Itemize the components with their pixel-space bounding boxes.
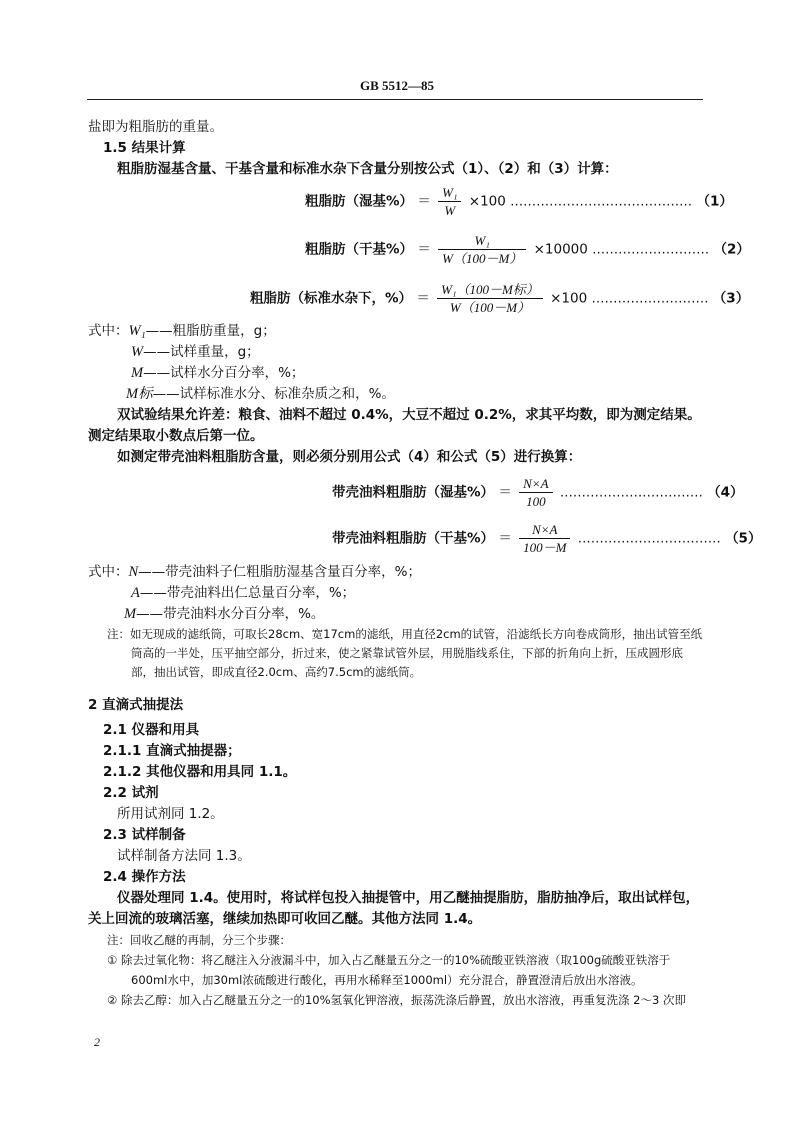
variable-definition: [88, 322, 276, 340]
subsection-heading-2-1-1: 2.1.1 直滴式抽提器；: [103, 743, 241, 759]
variable-definition: [126, 385, 395, 403]
formula-fraction: [438, 233, 526, 266]
formula-leader: ……………………………………: [510, 194, 693, 210]
formula-multiplier: ×100: [468, 193, 506, 210]
variable-definition: [131, 343, 260, 361]
formula-leader: ………………………: [591, 291, 709, 307]
variable-symbol: M: [131, 365, 144, 381]
subsection-heading-2-2: 2.2 试剂: [103, 785, 159, 801]
formula-2: 粗脂肪（干基%） ＝ $\frac{\text{W₁}}{W(100-M)}$ ×10000 ……………………… （2）: [305, 233, 750, 266]
note-line: 600ml水中，加30ml浓硫酸进行酸化，再用水稀释至1000ml）充分混合，静置澄清后放出水溶液。: [131, 973, 643, 987]
variable-description: ——带壳油料子仁粗脂肪湿基含量百分率，%；: [138, 564, 421, 580]
fraction-numerator: W₁: [438, 233, 526, 250]
paragraph-line: 所用试剂同 1.2。: [117, 806, 224, 822]
variable-symbol: A: [131, 585, 140, 601]
formula-leader: ……………………………: [577, 531, 721, 547]
variable-symbol: W: [131, 344, 144, 360]
note-line: 注：如无现成的滤纸筒，可取长28cm、宽17cm的滤纸，用直径2cm的试管，沿滤纸长方向卷成筒形，抽出试管至纸: [107, 627, 703, 641]
fraction-denominator: W（100－M）: [449, 300, 531, 315]
formula-number: （4）: [707, 484, 744, 501]
formula-number: （5）: [725, 530, 762, 547]
note-line: 筒高的一半处，压平抽空部分，折过来，使之紧靠试管外层，用脱脂线系住，下部的折角向上折，压成圆形底: [131, 646, 683, 660]
variable-definition: [124, 605, 324, 623]
formula-3: 粗脂肪（标准水杂下，%） ＝ $\frac{\text{W₁（100－M标）}}{W(100-M)}$ ×100 ……………………… （3）: [250, 282, 750, 315]
note-line: ② 除去乙醇：加入占乙醚量五分之一的10%氢氧化钾溶液，振荡洗涤后静置，放出水溶液，再重复洗涤 2～3 次即: [107, 993, 686, 1007]
paragraph-line: 试样制备方法同 1.3。: [117, 848, 251, 864]
paragraph-line: 双试验结果允许差：粮食、油料不超过 0.4%，大豆不超过 0.2%，求其平均数，即为测定结果。: [117, 407, 701, 423]
paragraph-line: 关上回流的玻璃活塞，继续加热即可收回乙醚。其他方法同 1.4。: [88, 911, 482, 927]
fraction-denominator: 100: [526, 494, 546, 509]
variable-description: ——粗脂肪重量，g；: [145, 323, 276, 339]
variable-symbol: W₁: [128, 323, 146, 339]
fraction-numerator: W₁（100－M标）: [437, 282, 543, 299]
fraction-numerator: W₁: [438, 185, 461, 202]
fraction-numerator: N×A: [519, 522, 570, 539]
note-line: ① 除去过氧化物：将乙醚注入分液漏斗中，加入占乙醚量五分之一的10%硫酸亚铁溶液（取100g硫酸亚铁溶于: [107, 953, 671, 967]
header-rule: [87, 99, 703, 100]
formula-label: 带壳油料粗脂肪（干基%）: [332, 530, 495, 547]
formula-fraction: [438, 185, 461, 218]
formula-fraction: [519, 476, 552, 509]
subsection-heading-2-1-2: 2.1.2 其他仪器和用具同 1.1。: [103, 764, 297, 780]
fraction-denominator: 100－M: [523, 540, 567, 555]
formula-leader: ……………………………: [559, 485, 703, 501]
formula-label: 带壳油料粗脂肪（湿基%）: [332, 484, 495, 501]
fraction-numerator: N×A: [519, 476, 552, 493]
subsection-heading-2-4: 2.4 操作方法: [103, 869, 186, 885]
variable-definition: [131, 364, 304, 382]
variable-description: ——带壳油料出仁总量百分率，%；: [139, 585, 356, 601]
formula-number: （2）: [713, 241, 750, 258]
subsection-heading-2-3: 2.3 试样制备: [103, 827, 186, 843]
paragraph-line: 测定结果取小数点后第一位。: [88, 428, 264, 444]
variable-description: ——试样标准水分、标准杂质之和，%。: [152, 386, 395, 402]
variable-definition: [88, 563, 421, 581]
page-number: 2: [94, 1035, 100, 1049]
formula-multiplier: ×100: [550, 290, 588, 307]
formula-leader: ………………………: [592, 242, 710, 258]
fraction-denominator: W（100－M）: [442, 251, 523, 266]
formula-multiplier: ×10000: [533, 241, 588, 258]
section-heading-2: 2 直滴式抽提法: [88, 697, 184, 713]
note-line: 部，抽出试管，即成直径2.0cm、高约7.5cm的滤纸筒。: [131, 665, 422, 679]
variables-prefix: 式中：: [88, 564, 129, 580]
paragraph-line: 如测定带壳油料粗脂肪含量，则必须分别用公式（4）和公式（5）进行换算：: [117, 449, 582, 465]
paragraph-line: 粗脂肪湿基含量、干基含量和标准水杂下含量分别按公式（1）、（2）和（3）计算：: [117, 161, 618, 177]
variable-description: ——试样重量，g；: [143, 344, 260, 360]
variable-symbol: M: [124, 606, 137, 622]
section-heading-1-5: 1.5 结果计算: [103, 140, 186, 156]
variable-symbol: M标: [126, 386, 153, 402]
formula-number: （1）: [696, 193, 733, 210]
variables-prefix: 式中：: [88, 323, 129, 339]
fraction-denominator: W: [444, 203, 456, 218]
variable-symbol: N: [128, 564, 139, 580]
formula-label: 粗脂肪（湿基%）: [305, 193, 414, 210]
variable-description: ——带壳油料水分百分率，%。: [136, 606, 325, 622]
formula-5: 带壳油料粗脂肪（干基%） ＝ $\frac{N\times A}{100-M}$ …………………………… （5）: [332, 522, 762, 555]
subsection-heading-2-1: 2.1 仪器和用具: [103, 722, 200, 738]
paragraph-line: 仪器处理同 1.4。使用时，将试样包投入抽提管中，用乙醚抽提脂肪，脂肪抽净后，取出试样包，: [117, 890, 700, 906]
formula-number: （3）: [712, 290, 750, 307]
formula-fraction: [519, 522, 570, 555]
formula-label: 粗脂肪（干基%）: [305, 241, 414, 258]
page-header-code: GB 5512—85: [359, 78, 435, 93]
formula-1: 粗脂肪（湿基%） ＝ $\frac{\text{W₁}}{W}$ ×100 …………………………………… （1）: [305, 185, 733, 218]
note-line: 注：回收乙醚的再制，分三个步骤：: [107, 933, 291, 947]
formula-label: 粗脂肪（标准水杂下，%）: [250, 290, 413, 307]
variable-definition: [131, 584, 355, 602]
paragraph-line: 盐即为粗脂肪的重量。: [88, 119, 223, 135]
formula-fraction: [437, 282, 543, 315]
formula-4: 带壳油料粗脂肪（湿基%） ＝ $\frac{N\times A}{100}$ …………………………… （4）: [332, 476, 744, 509]
variable-description: ——试样水分百分率，%；: [143, 365, 305, 381]
